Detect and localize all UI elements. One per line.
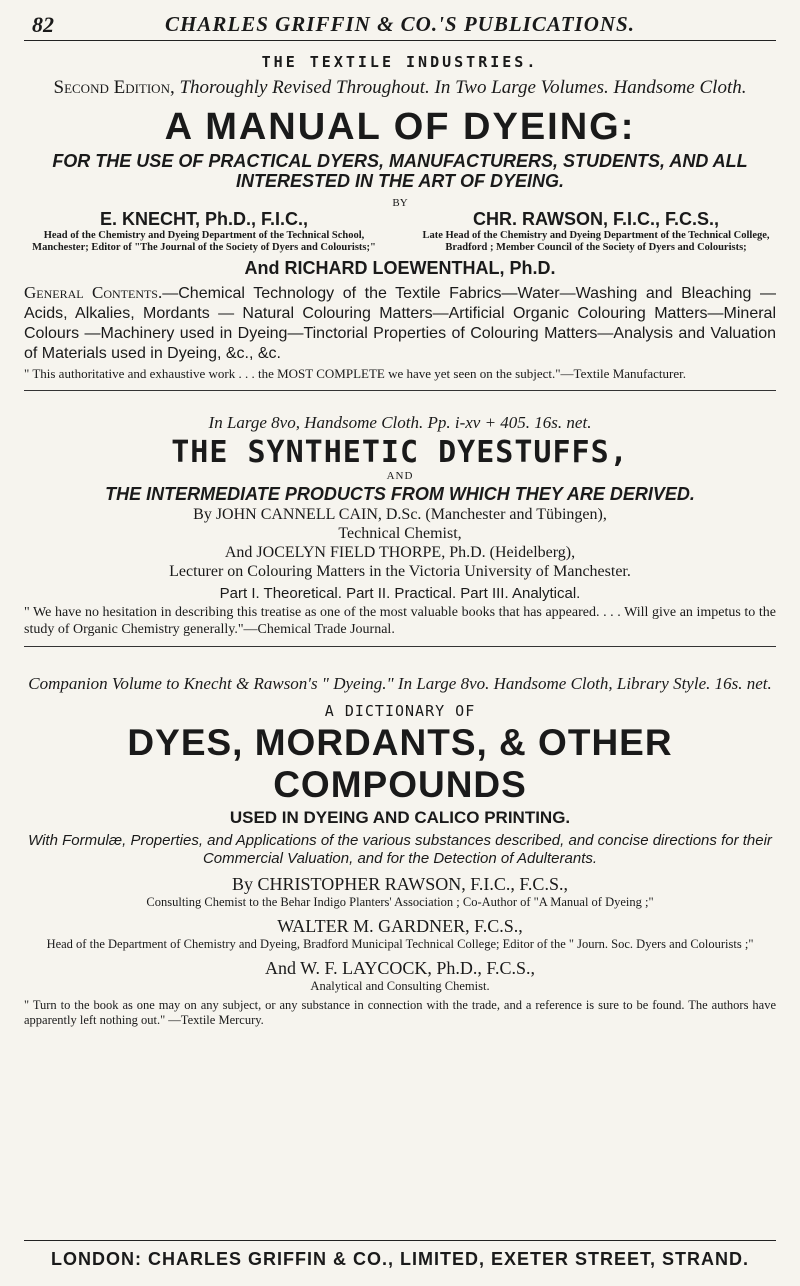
- author-right: [416, 209, 776, 254]
- book1-edition: [24, 77, 776, 99]
- author-right-desc: Late Head of the Chemistry and Dyeing Department of the Technical College, Bradford ; Member Council of the Society of Dyers and Colourists;: [422, 230, 770, 253]
- book3-quote: " Turn to the book as one may on any subject, or any substance in connection with the trade, and a reference is sure to be found. The authors have apparently left nothing out." —Textile Mercury.: [24, 998, 776, 1027]
- divider: [24, 646, 776, 647]
- book3-subtitle: USED IN DYEING AND CALICO PRINTING.: [229, 808, 571, 827]
- author-right-name: CHR. RAWSON, F.I.C., F.C.S.,: [472, 209, 719, 229]
- running-title: CHARLES GRIFFIN & CO.'S PUBLICATIONS.: [165, 12, 635, 36]
- book1-edition-rest: Thoroughly Revised Throughout. In Two Large Volumes. Handsome Cloth.: [179, 77, 747, 98]
- author-left-desc: Head of the Chemistry and Dyeing Department of the Technical School, Manchester; Editor of "The Journal of the Society of Dyers and Colourists;": [32, 230, 376, 253]
- book2-parts: Part I. Theoretical. Part II. Practical. Part III. Analytical.: [219, 585, 581, 602]
- book3-author1: By CHRISTOPHER RAWSON, F.I.C., F.C.S.,: [232, 874, 568, 894]
- contents-text: —Chemical Technology of the Textile Fabrics—Water—Washing and Bleaching — Acids, Alkalies, Mordants — Natural Colouring Matters—Artificial Organic Colouring Matters—Mineral Colours —Machinery used in Dyeing—Tinctorial Properties of Colouring Matters—Analysis and Valuation of Materials used in Dyeing, &c., &c.: [24, 285, 776, 362]
- book2-author2: And JOCELYN FIELD THORPE, Ph.D. (Heidelberg),: [224, 544, 576, 561]
- book1-by: BY: [392, 197, 408, 209]
- book3-author2: WALTER M. GARDNER, F.C.S.,: [277, 916, 523, 936]
- book3-author3-desc: Analytical and Consulting Chemist.: [310, 979, 490, 993]
- book3-author3: And W. F. LAYCOCK, Ph.D., F.C.S.,: [264, 958, 536, 978]
- book3-author2-desc: Head of the Department of Chemistry and Dyeing, Bradford Municipal Technical College; Editor of the " Journ. Soc. Dyers and Colourists ;": [46, 937, 754, 951]
- book2-quote: " We have no hesitation in describing this treatise as one of the most valuable books that has appeared. . . . Will give an impetus to the study of Organic Chemistry generally."—Chemical Trade Journal.: [24, 605, 776, 637]
- book2-subtitle: THE INTERMEDIATE PRODUCTS FROM WHICH THEY ARE DERIVED.: [105, 484, 695, 504]
- book1-authors: [24, 209, 776, 254]
- page: [24, 10, 776, 1028]
- book3-author1-desc: Consulting Chemist to the Behar Indigo Planters' Association ; Co-Author of "A Manual of Dyeing ;": [146, 895, 654, 909]
- book2-and: AND: [386, 470, 414, 482]
- publisher-footer: LONDON: CHARLES GRIFFIN & CO., LIMITED, EXETER STREET, STRAND.: [24, 1240, 776, 1270]
- book2-format: In Large 8vo, Handsome Cloth. Pp. i-xv + 405. 16s. net.: [208, 413, 592, 432]
- page-number: 82: [32, 12, 54, 37]
- book3-companion: Companion Volume to Knecht & Rawson's " Dyeing." In Large 8vo. Handsome Cloth, Library Style. 16s. net.: [28, 674, 772, 693]
- author-left-name: E. KNECHT, Ph.D., F.I.C.,: [99, 209, 309, 229]
- book3-title: DYES, MORDANTS, & OTHER COMPOUNDS: [127, 722, 673, 805]
- book2-author1-desc: Technical Chemist,: [338, 525, 462, 542]
- section-title: THE TEXTILE INDUSTRIES.: [261, 53, 539, 71]
- book1-subtitle: FOR THE USE OF PRACTICAL DYERS, MANUFACTURERS, STUDENTS, AND ALL INTERESTED IN THE ART OF DYEING.: [52, 151, 748, 191]
- book2-author1: By JOHN CANNELL CAIN, D.Sc. (Manchester and Tübingen),: [193, 506, 607, 523]
- page-header: [24, 10, 776, 41]
- contents-label: General Contents.: [24, 283, 163, 302]
- book1-and-author: And RICHARD LOEWENTHAL, Ph.D.: [244, 258, 556, 278]
- author-left: [24, 209, 384, 254]
- book1-quote: " This authoritative and exhaustive work . . . the MOST COMPLETE we have yet seen on the subject."—Textile Manufacturer.: [24, 366, 686, 381]
- book3-with: With Formulæ, Properties, and Applications of the various substances described, and concise directions for their Commercial Valuation, and for the Detection of Adulterants.: [28, 832, 772, 867]
- divider: [24, 390, 776, 391]
- book2-author2-desc: Lecturer on Colouring Matters in the Victoria University of Manchester.: [169, 563, 631, 580]
- book2-title: THE SYNTHETIC DYESTUFFS,: [171, 435, 629, 470]
- book1-edition-prefix: Second Edition,: [53, 77, 175, 98]
- book3-dict-label: A DICTIONARY OF: [324, 702, 476, 720]
- book1-title: A MANUAL OF DYEING:: [164, 106, 636, 148]
- book1-contents: [24, 283, 776, 364]
